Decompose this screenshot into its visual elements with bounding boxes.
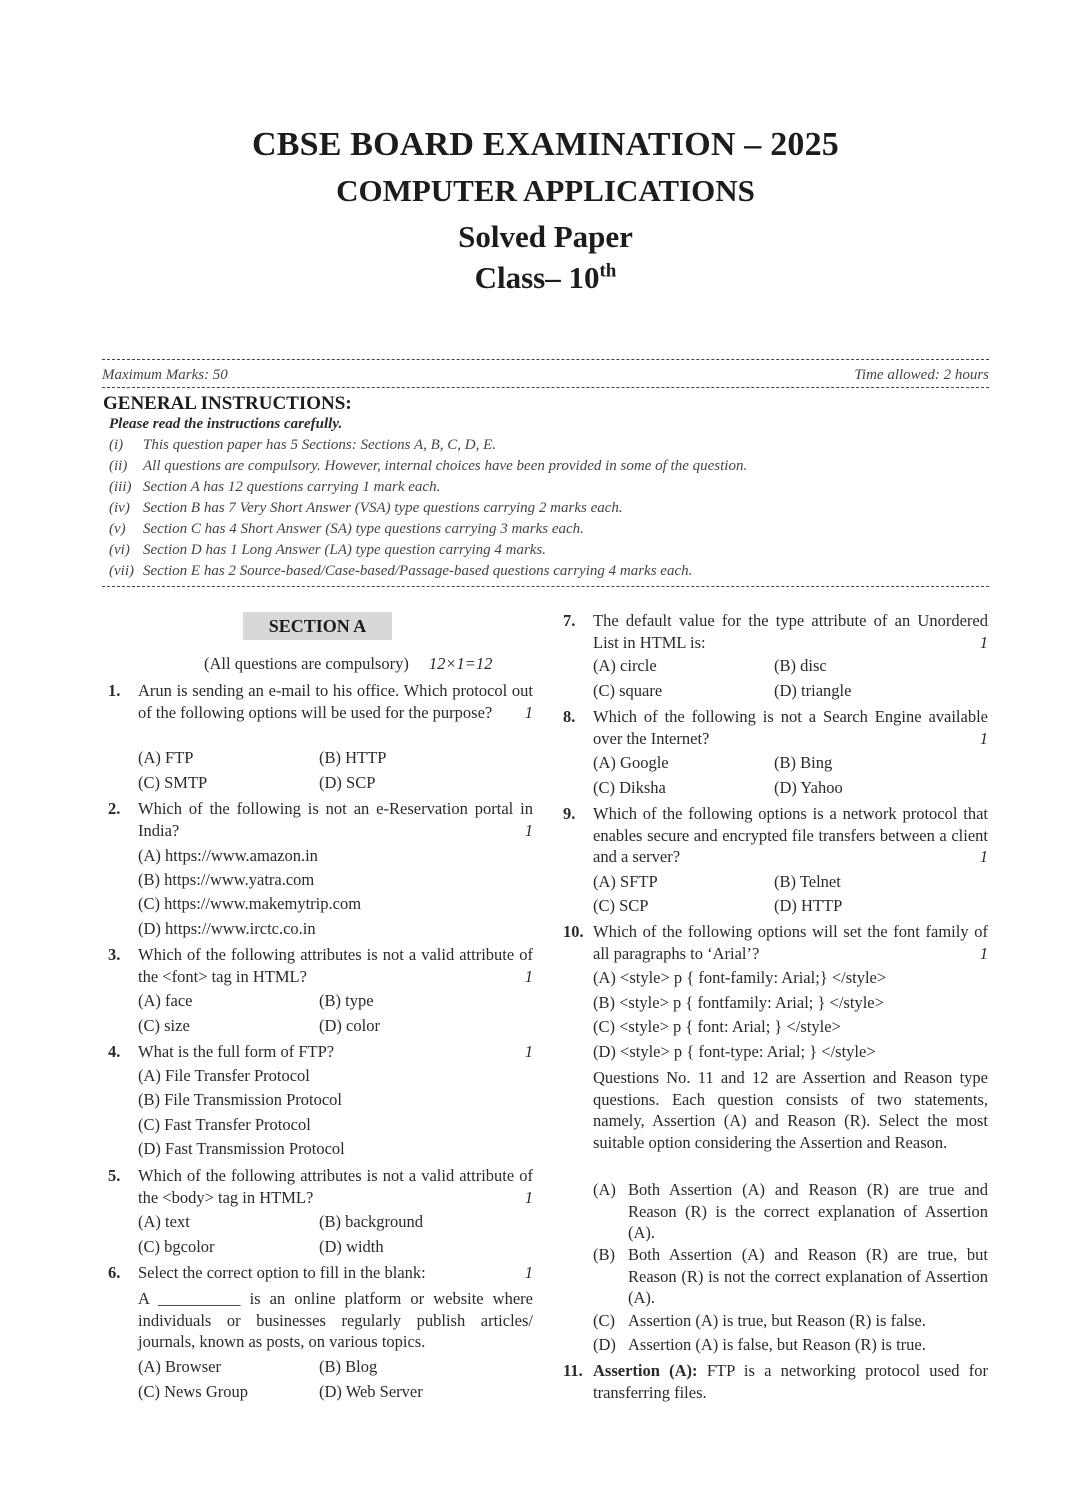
question-2 bbox=[138, 798, 533, 841]
option-b: (B) Blog bbox=[319, 1357, 378, 1376]
option-a: (A) Google bbox=[593, 753, 669, 772]
option-c: (C) SMTP bbox=[138, 773, 208, 792]
question-4 bbox=[138, 1041, 533, 1063]
ar-option-c: Assertion (A) is true, but Reason (R) is false. bbox=[628, 1311, 926, 1330]
instruction-text: Section A has 12 questions carrying 1 mark each. bbox=[143, 479, 441, 495]
class-suffix: th bbox=[599, 260, 617, 282]
option-d: (D) Fast Transmission Protocol bbox=[138, 1139, 345, 1158]
question-number: 3. bbox=[108, 945, 121, 964]
question-11 bbox=[593, 1360, 988, 1403]
question-number: 2. bbox=[108, 799, 121, 818]
instruction-number: (iv) bbox=[109, 500, 130, 516]
ar-option-d: Assertion (A) is false, but Reason (R) is true. bbox=[628, 1335, 926, 1354]
instruction-number: (i) bbox=[109, 437, 124, 453]
question-1 bbox=[138, 680, 533, 723]
question-text: Which of the following attributes is not a valid attribute of the <body> tag in HTML? bbox=[138, 1166, 533, 1207]
question-mark: 1 bbox=[979, 632, 988, 652]
instruction-number: (ii) bbox=[109, 458, 128, 474]
instruction-text: This question paper has 5 Sections: Sections A, B, C, D, E. bbox=[143, 437, 497, 453]
instruction-number: (iii) bbox=[109, 479, 132, 495]
question-number: 5. bbox=[108, 1166, 121, 1185]
question-text: What is the full form of FTP? bbox=[138, 1042, 335, 1061]
question-10 bbox=[593, 921, 988, 964]
assertion-reason-intro: Questions No. 11 and 12 are Assertion and Reason type questions. Each question consists of two statements, namely, Assertion (A) and Reason (R). Select the most suitable option considering the Assertion and Reason. bbox=[593, 1068, 988, 1152]
question-text: Which of the following is not an e-Reservation portal in India? bbox=[138, 799, 533, 840]
question-mark: 1 bbox=[524, 966, 533, 986]
class-label: Class– 10 bbox=[474, 260, 600, 295]
option-c: (C) https://www.makemytrip.com bbox=[138, 894, 362, 913]
instruction-text: Section D has 1 Long Answer (LA) type question carrying 4 marks. bbox=[143, 542, 547, 558]
instruction-text: All questions are compulsory. However, internal choices have been provided in some of the question. bbox=[143, 458, 748, 474]
paper-type: Solved Paper bbox=[458, 219, 633, 254]
ar-option-b-label: (B) bbox=[593, 1245, 615, 1264]
exam-title: CBSE BOARD EXAMINATION – 2025 bbox=[251, 126, 839, 163]
option-b: (B) Bing bbox=[774, 753, 833, 772]
option-b: (B) <style> p { fontfamily: Arial; } </style> bbox=[593, 993, 884, 1012]
section-note-text: (All questions are compulsory) bbox=[204, 654, 409, 673]
option-b: (B) https://www.yatra.com bbox=[138, 870, 315, 889]
option-a: (A) text bbox=[138, 1212, 190, 1231]
section-marks: 12×1=12 bbox=[428, 654, 493, 673]
option-b: (B) type bbox=[319, 991, 374, 1010]
ar-option-b: Both Assertion (A) and Reason (R) are true, but Reason (R) is not the correct explanation of Assertion (A). bbox=[628, 1245, 988, 1307]
question-number: 4. bbox=[108, 1042, 121, 1061]
option-c: (C) <style> p { font: Arial; } </style> bbox=[593, 1017, 841, 1036]
question-mark: 1 bbox=[524, 1042, 533, 1061]
option-c: (C) square bbox=[593, 681, 663, 700]
question-number: 9. bbox=[563, 804, 576, 823]
option-d: (D) Web Server bbox=[319, 1382, 423, 1401]
question-text: Which of the following options is a network protocol that enables secure and encrypted file transfers between a client and a server? bbox=[593, 804, 988, 866]
question-text: Which of the following options will set the font family of all paragraphs to ‘Arial’? bbox=[593, 922, 988, 963]
question-mark: 1 bbox=[524, 820, 533, 840]
instruction-text: Section B has 7 Very Short Answer (VSA) type questions carrying 2 marks each. bbox=[143, 500, 623, 516]
question-mark: 1 bbox=[979, 847, 988, 866]
option-c: (C) size bbox=[138, 1016, 190, 1035]
option-c: (C) Diksha bbox=[593, 778, 666, 797]
question-number: 10. bbox=[563, 922, 584, 941]
section-heading: SECTION A bbox=[243, 612, 392, 640]
time-allowed: Time allowed: 2 hours bbox=[854, 367, 989, 383]
option-c: (C) bgcolor bbox=[138, 1237, 215, 1256]
question-number: 1. bbox=[108, 681, 121, 700]
instructions-heading: GENERAL INSTRUCTIONS: bbox=[103, 393, 352, 414]
assertion-text: FTP is a networking protocol used for transferring files. bbox=[593, 1361, 989, 1402]
instruction-text: Section C has 4 Short Answer (SA) type questions carrying 3 marks each. bbox=[143, 521, 584, 537]
option-a: (A) Browser bbox=[138, 1357, 221, 1376]
question-number: 7. bbox=[563, 611, 576, 630]
option-d: (D) color bbox=[319, 1016, 380, 1035]
instruction-number: (v) bbox=[109, 521, 126, 537]
question-number: 8. bbox=[563, 707, 576, 726]
option-a: (A) FTP bbox=[138, 748, 194, 767]
option-d: (D) triangle bbox=[774, 681, 852, 700]
option-c: (C) SCP bbox=[593, 896, 649, 915]
question-mark: 1 bbox=[979, 728, 988, 748]
option-a: (A) SFTP bbox=[593, 872, 658, 891]
option-d: (D) SCP bbox=[319, 773, 376, 792]
option-a: (A) File Transfer Protocol bbox=[138, 1066, 310, 1085]
section-note bbox=[204, 653, 492, 675]
option-a: (A) face bbox=[138, 991, 193, 1010]
question-mark: 1 bbox=[524, 1187, 533, 1207]
question-6 bbox=[138, 1262, 533, 1284]
ar-option-a-label: (A) bbox=[593, 1180, 616, 1199]
option-b: (B) background bbox=[319, 1212, 424, 1231]
question-5 bbox=[138, 1165, 533, 1208]
option-d: (D) https://www.irctc.co.in bbox=[138, 919, 316, 938]
question-text: Select the correct option to fill in the blank: bbox=[138, 1263, 426, 1282]
ar-option-a: Both Assertion (A) and Reason (R) are true and Reason (R) is the correct explanation of Assertion (A). bbox=[628, 1180, 988, 1242]
assertion-label: Assertion (A): bbox=[593, 1361, 698, 1380]
question-6-statement: A __________ is an online platform or website where individuals or businesses regularly publish articles/ journals, known as posts, on various topics. bbox=[138, 1289, 533, 1351]
option-d: (D) <style> p { font-type: Arial; } </style> bbox=[593, 1042, 876, 1061]
option-a: (A) <style> p { font-family: Arial;} </style> bbox=[593, 968, 887, 987]
instruction-number: (vii) bbox=[109, 563, 134, 579]
instruction-text: Section E has 2 Source-based/Case-based/Passage-based questions carrying 4 marks each. bbox=[143, 563, 693, 579]
question-mark: 1 bbox=[524, 1263, 533, 1282]
question-3 bbox=[138, 944, 533, 987]
option-a: (A) circle bbox=[593, 656, 657, 675]
option-b: (B) disc bbox=[774, 656, 827, 675]
max-marks: Maximum Marks: 50 bbox=[102, 367, 228, 383]
instructions-lead: Please read the instructions carefully. bbox=[109, 416, 343, 432]
option-b: (B) HTTP bbox=[319, 748, 387, 767]
option-c: (C) News Group bbox=[138, 1382, 248, 1401]
question-7 bbox=[593, 610, 988, 653]
option-d: (D) Yahoo bbox=[774, 778, 843, 797]
question-text: Arun is sending an e-mail to his office. Which protocol out of the following options will be used for the purpose? bbox=[138, 681, 533, 722]
question-text: Which of the following attributes is not a valid attribute of the <font> tag in HTML? bbox=[138, 945, 533, 986]
instruction-number: (vi) bbox=[109, 542, 130, 558]
subject-title: COMPUTER APPLICATIONS bbox=[336, 173, 755, 208]
option-b: (B) Telnet bbox=[774, 872, 841, 891]
question-mark: 1 bbox=[524, 702, 533, 722]
ar-option-d-label: (D) bbox=[593, 1335, 616, 1354]
question-text: Which of the following is not a Search Engine available over the Internet? bbox=[593, 707, 988, 748]
question-mark: 1 bbox=[979, 943, 988, 963]
option-a: (A) https://www.amazon.in bbox=[138, 846, 318, 865]
question-8 bbox=[593, 706, 988, 749]
option-c: (C) Fast Transfer Protocol bbox=[138, 1115, 311, 1134]
question-text: The default value for the type attribute of an Unordered List in HTML is: bbox=[593, 611, 988, 652]
option-b: (B) File Transmission Protocol bbox=[138, 1090, 342, 1109]
ar-option-c-label: (C) bbox=[593, 1311, 615, 1330]
question-9 bbox=[593, 803, 988, 868]
question-number: 11. bbox=[563, 1361, 583, 1380]
option-d: (D) HTTP bbox=[774, 896, 843, 915]
option-d: (D) width bbox=[319, 1237, 384, 1256]
question-number: 6. bbox=[108, 1263, 121, 1282]
